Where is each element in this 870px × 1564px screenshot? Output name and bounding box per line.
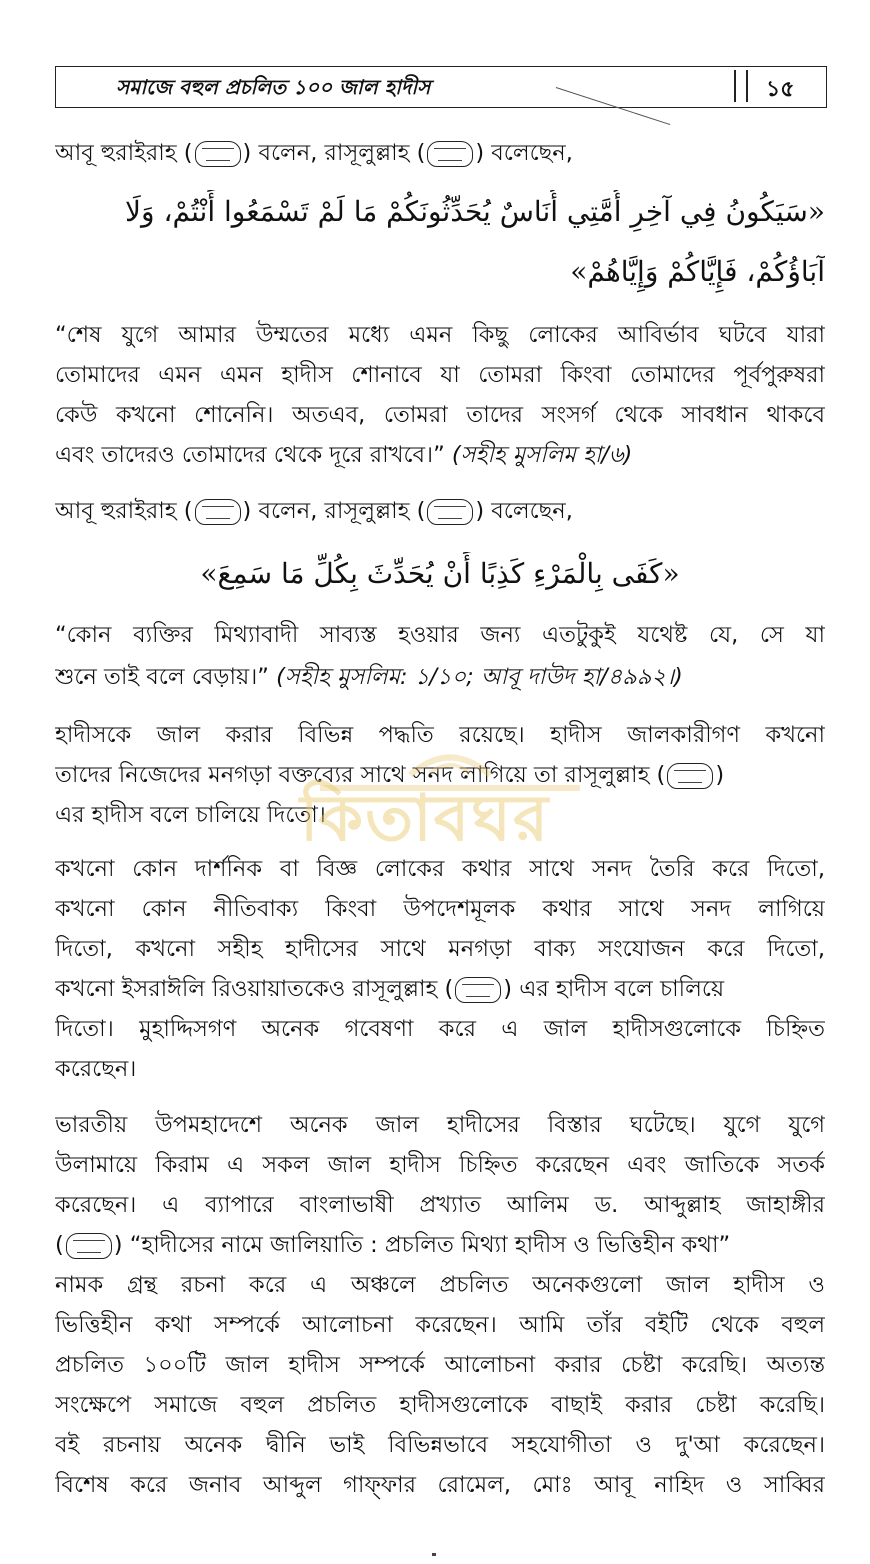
watermark-text: কিতাবঘর (300, 781, 551, 856)
running-header (55, 66, 827, 108)
paragraph-text: তাদের নিজেদের মনগড়া বক্তব্যের সাথে সনদ লাগিয়ে তা রাসূলুল্লাহ ( (55, 762, 666, 788)
paragraph-text: ) “হাদীসের নামে জালিয়াতি : প্রচলিত মিথ্যা হাদীস ও ভিত্তিহীন কথা” (113, 1232, 731, 1258)
paragraph-3-line (55, 1228, 825, 1262)
arabic-hadith-2: «كَفَى بِالْمَرْءِ كَذِبًا أَنْ يُحَدِّثَ بِكُلِّ مَا سَمِعَ» (200, 557, 680, 590)
paragraph-1-line: হাদীসকে জাল করার বিভিন্ন পদ্ধতি রয়েছে। হাদীস জালকারীগণ কখনো (55, 722, 825, 748)
intro-text: ) বলেন, রাসূলুল্লাহ ( (242, 498, 426, 524)
salawat-seal-icon (427, 499, 473, 525)
intro-text: ) বলেন, রাসূলুল্লাহ ( (242, 140, 426, 166)
paragraph-3-line: সংক্ষেপে সমাজে বহুল প্রচলিত হাদীসগুলোকে বাছাই করার চেষ্টা করেছি। (55, 1392, 825, 1418)
header-divider (734, 70, 748, 102)
radiyallahu-seal-icon (195, 141, 241, 167)
footer-mark (432, 1553, 436, 1556)
intro-text: ) বলেছেন, (475, 140, 573, 166)
translation-text: এবং তাদেরও তোমাদের থেকে দূরে রাখবে।” (55, 442, 445, 468)
header-decoration (556, 87, 670, 125)
header-title: সমাজে বহুল প্রচলিত ১০০ জাল হাদীস (116, 75, 431, 99)
translation-1-line: কেউ কখনো শোনেনি। অতএব, তোমরা তাদের সংসর্গ থেকে সাবধান থাকবে (55, 402, 825, 428)
paragraph-3-line: বিশেষ করে জনাব আব্দুল গাফ্‌ফার রোমেল, মোঃ আবূ নাহিদ ও সাব্বির (55, 1472, 825, 1498)
intro-text: আবূ হুরাইরাহ ( (55, 498, 193, 524)
paragraph-text: ) এর হাদীস বলে চালিয়ে (503, 976, 725, 1002)
paragraph-text: ( (55, 1232, 64, 1258)
salawat-seal-icon (427, 141, 473, 167)
paragraph-2-line: কখনো কোন নীতিবাক্য কিংবা উপদেশমূলক কথার সাথে সনদ লাগিয়ে (55, 896, 825, 922)
paragraph-3-line: ভারতীয় উপমহাদেশে অনেক জাল হাদীসের বিস্তার ঘটেছে। যুগে যুগে (55, 1112, 825, 1138)
paragraph-3-line: বই রচনায় অনেক দ্বীনি ভাই বিভিন্নভাবে সহযোগীতা ও দু'আ করেছেন। (55, 1432, 825, 1458)
translation-1-line: তোমাদের এমন এমন হাদীস শোনাবে যা তোমরা কিংবা তোমাদের পূর্বপুরুষরা (55, 362, 825, 388)
paragraph-2-line: কখনো কোন দার্শনিক বা বিজ্ঞ লোকের কথার সাথে সনদ তৈরি করে দিতো, (55, 856, 825, 882)
paragraph-1-line: এর হাদীস বলে চালিয়ে দিতো। (55, 802, 326, 828)
translation-1-line: “শেষ যুগে আমার উম্মতের মধ্যে এমন কিছু লোকের আবির্ভাব ঘটবে যারা (55, 322, 825, 348)
paragraph-2-line (55, 972, 825, 1006)
arabic-hadith-1-line-2: آبَاؤُكُمْ، فَإِيَّاكُمْ وَإِيَّاهُمْ» (570, 255, 825, 288)
salawat-seal-icon (455, 977, 501, 1003)
paragraph-3-line: নামক গ্রন্থ রচনা করে এ অঞ্চলে প্রচলিত অনেকগুলো জাল হাদীস ও (55, 1272, 825, 1298)
arabic-hadith-1-line-1: «سَيَكُونُ فِي آخِرِ أُمَّتِي أُنَاسٌ يُحَدِّثُونَكُمْ مَا لَمْ تَسْمَعُوا أَنْتُمْ، وَلَا (125, 195, 825, 228)
translation-text: শুনে তাই বলে বেড়ায়।” (55, 664, 269, 690)
paragraph-2-line: করেছেন। (55, 1056, 137, 1082)
translation-1-last-line (55, 438, 825, 472)
reference-citation: (সহীহ মুসলিম: ১/১০; আবূ দাউদ হা/৪৯৯২।) (276, 664, 683, 690)
hadith-intro-2 (55, 494, 825, 528)
translation-2-line: “কোন ব্যক্তির মিথ্যাবাদী সাব্যস্ত হওয়ার জন্য এতটুকুই যথেষ্ট যে, সে যা (55, 622, 825, 648)
reference-citation: (সহীহ মুসলিম হা/৬) (451, 442, 633, 468)
intro-text: আবূ হুরাইরাহ ( (55, 140, 193, 166)
paragraph-3-line: উলামায়ে কিরাম এ সকল জাল হাদীস চিহ্নিত করেছেন এবং জাতিকে সতর্ক (55, 1152, 825, 1178)
paragraph-3-line: ভিত্তিহীন কথা সম্পর্কে আলোচনা করেছেন। আমি তাঁর বইটি থেকে বহুল (55, 1312, 825, 1338)
paragraph-3-line: প্রচলিত ১০০টি জাল হাদীস সম্পর্কে আলোচনা করার চেষ্টা করেছি। অত্যন্ত (55, 1352, 825, 1378)
page-number: ১৫ (766, 77, 795, 102)
rahimahullah-seal-icon (66, 1233, 112, 1259)
paragraph-text: ) (715, 762, 725, 788)
salawat-seal-icon (667, 763, 713, 789)
paragraph-2-line: দিতো। মুহাদ্দিসগণ অনেক গবেষণা করে এ জাল হাদীসগুলোকে চিহ্নিত (55, 1016, 825, 1042)
paragraph-3-line: করেছেন। এ ব্যাপারে বাংলাভাষী প্রখ্যাত আলিম ড. আব্দুল্লাহ জাহাঙ্গীর (55, 1192, 825, 1218)
paragraph-text: কখনো ইসরাঈলি রিওয়ায়াতকেও রাসূলুল্লাহ ( (55, 976, 454, 1002)
paragraph-2-line: দিতো, কখনো সহীহ হাদীসের সাথে মনগড়া বাক্য সংযোজন করে দিতো, (55, 936, 825, 962)
translation-2-last-line (55, 660, 825, 694)
intro-text: ) বলেছেন, (475, 498, 573, 524)
radiyallahu-seal-icon (195, 499, 241, 525)
hadith-intro-1 (55, 136, 825, 170)
